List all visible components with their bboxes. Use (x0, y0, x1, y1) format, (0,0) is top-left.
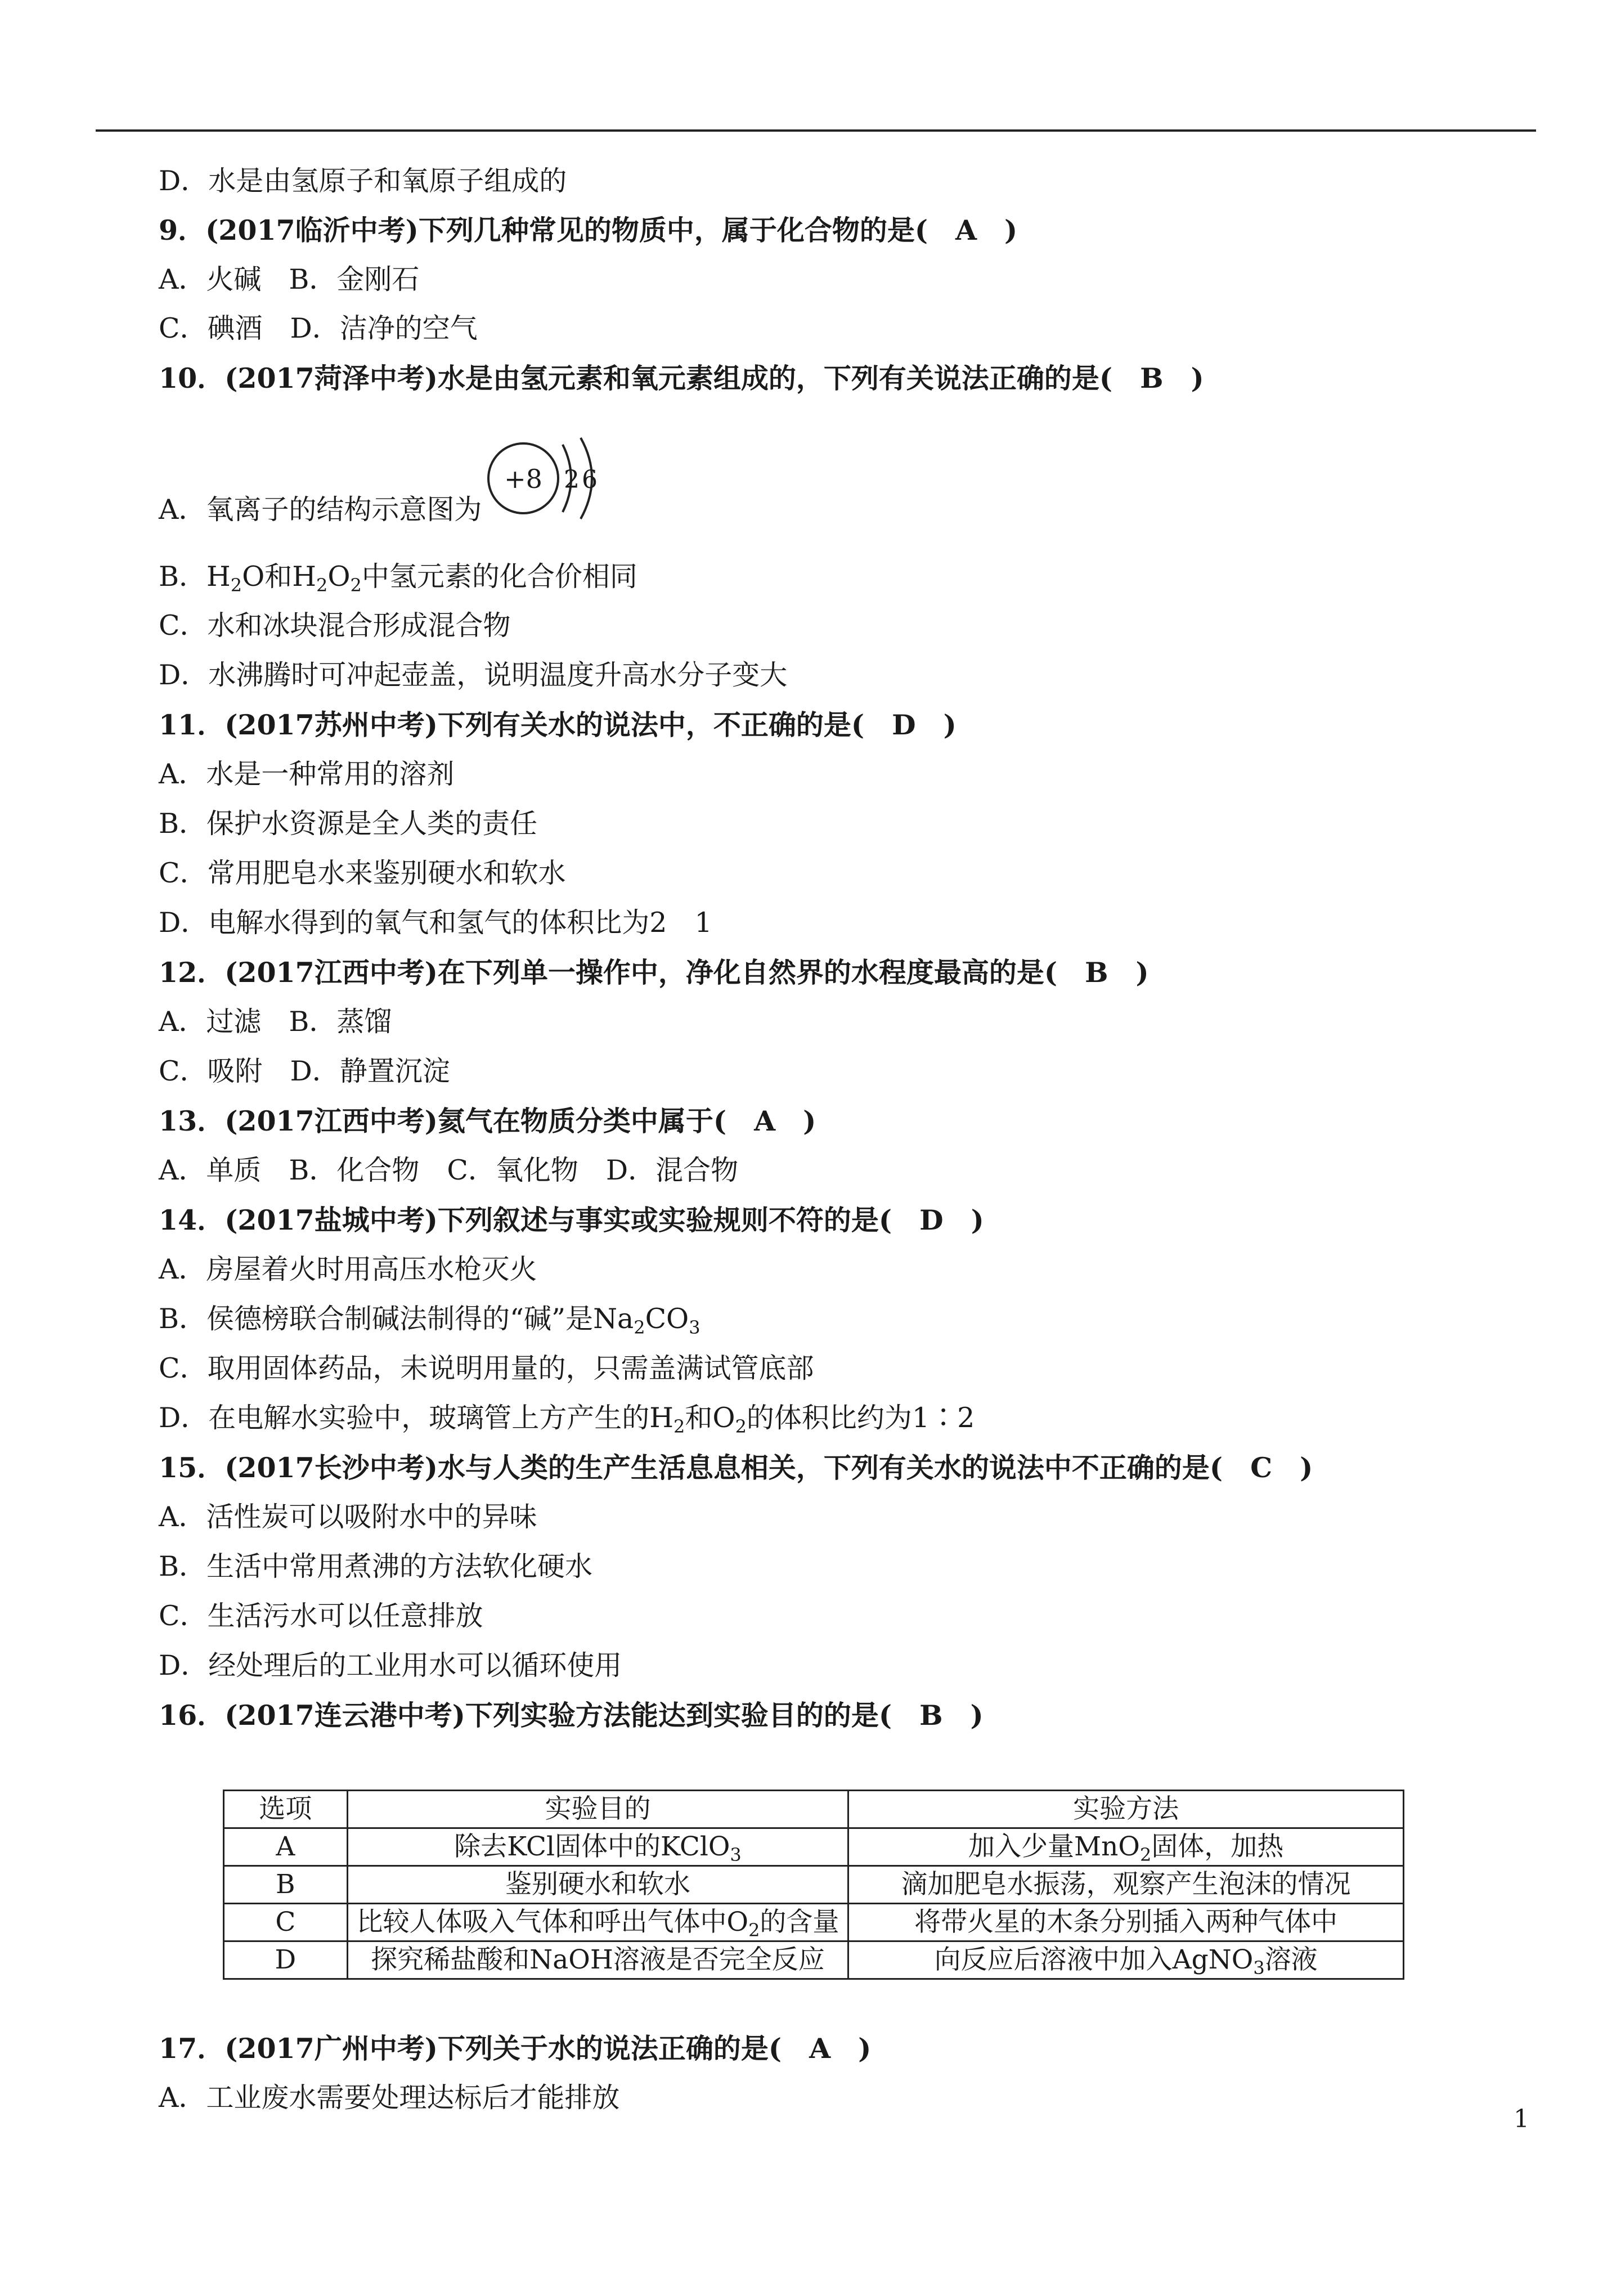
shell-1-electrons: 2 (564, 465, 580, 494)
table-row (224, 1828, 1404, 1866)
cell-option: A (224, 1828, 348, 1866)
option-line: D．电解水得到的氧气和氢气的体积比为2 1 (159, 907, 712, 939)
page-number: 1 (1514, 2105, 1529, 2133)
question-13: 13．(2017江西中考)氦气在物质分类中属于( A ) (159, 1105, 816, 1137)
table-row (224, 1941, 1404, 1979)
cell-method: 将带火星的木条分别插入两种气体中 (848, 1904, 1404, 1941)
question-15: 15．(2017长沙中考)水与人类的生产生活息息相关，下列有关水的说法中不正确的是( C ) (159, 1451, 1313, 1484)
shell-2-electrons: 6 (582, 465, 598, 494)
question-12: 12．(2017江西中考)在下列单一操作中，净化自然界的水程度最高的是( B ) (159, 956, 1149, 989)
cell-option: C (224, 1904, 348, 1941)
option-line: C．取用固体药品，未说明用量的，只需盖满试管底部 (159, 1352, 814, 1384)
option-line: D．水沸腾时可冲起壶盖，说明温度升高水分子变大 (159, 659, 788, 691)
option-line: A．水是一种常用的溶剂 (159, 758, 455, 790)
cell-option: B (224, 1866, 348, 1904)
question-11: 11．(2017苏州中考)下列有关水的说法中，不正确的是( D ) (159, 708, 957, 741)
option-line: D．在电解水实验中，玻璃管上方产生的$H_2$和$O_2$的体积比约为1∶2 (159, 1402, 975, 1437)
option-line: B．$H_2O$和$H_2O_2$中氢元素的化合价相同 (159, 560, 637, 596)
cell-goal: 比较人体吸入气体和呼出气体中$O_2$的含量 (347, 1904, 848, 1941)
option-line: B．侯德榜联合制碱法制得的“碱”是$Na_2CO_3$ (159, 1303, 701, 1338)
option-line: C．生活污水可以任意排放 (159, 1600, 483, 1632)
option-line: D．经处理后的工业用水可以循环使用 (159, 1649, 622, 1681)
option-line: A．房屋着火时用高压水枪灭火 (159, 1253, 537, 1285)
header-goal: 实验目的 (347, 1791, 848, 1828)
option-line: A．活性炭可以吸附水中的异味 (159, 1501, 537, 1533)
option-line: A．工业废水需要处理达标后才能排放 (159, 2082, 620, 2114)
header-rule (96, 129, 1536, 132)
option-line: C．常用肥皂水来鉴别硬水和软水 (159, 857, 566, 889)
option-line: C．水和冰块混合形成混合物 (159, 609, 511, 642)
option-line: A．单质 B．化合物 C．氧化物 D．混合物 (159, 1154, 739, 1186)
option-line: D．水是由氢原子和氧原子组成的 (159, 165, 567, 197)
cell-method: 加入少量MnO$_2$固体，加热 (848, 1828, 1404, 1866)
option-line: A．火碱 B．金刚石 (159, 263, 420, 295)
option-line: C．碘酒 D．洁净的空气 (159, 312, 478, 344)
option-line: B．生活中常用煮沸的方法软化硬水 (159, 1550, 593, 1582)
nucleus-charge: +8 (504, 464, 542, 494)
question-10: 10．(2017菏泽中考)水是由氢元素和氧元素组成的，下列有关说法正确的是( B ) (159, 362, 1204, 394)
oxygen-ion-structure-diagram (484, 428, 608, 529)
option-line: B．保护水资源是全人类的责任 (159, 808, 538, 840)
option-line: C．吸附 D．静置沉淀 (159, 1055, 450, 1087)
table-row (224, 1904, 1404, 1941)
question-9: 9．(2017临沂中考)下列几种常见的物质中，属于化合物的是( A ) (159, 214, 1018, 246)
cell-goal: 鉴别硬水和软水 (347, 1866, 848, 1904)
table-row (224, 1866, 1404, 1904)
cell-goal: 探究稀盐酸和NaOH溶液是否完全反应 (347, 1941, 848, 1979)
cell-option: D (224, 1941, 348, 1979)
cell-goal: 除去KCl固体中的KClO$_3$ (347, 1828, 848, 1866)
cell-method: 向反应后溶液中加入AgNO$_3$溶液 (848, 1941, 1404, 1979)
experiment-table (223, 1790, 1404, 1980)
header-option: 选项 (224, 1791, 348, 1828)
table-header-row (224, 1791, 1404, 1828)
option-line: A．过滤 B．蒸馏 (159, 1006, 392, 1038)
cell-method: 滴加肥皂水振荡，观察产生泡沫的情况 (848, 1866, 1404, 1904)
question-16: 16．(2017连云港中考)下列实验方法能达到实验目的的是( B ) (159, 1699, 984, 1732)
question-14: 14．(2017盐城中考)下列叙述与事实或实验规则不符的是( D ) (159, 1204, 984, 1236)
header-method: 实验方法 (848, 1791, 1404, 1828)
option-line: A．氧离子的结构示意图为 (159, 494, 482, 526)
question-17: 17．(2017广州中考)下列关于水的说法正确的是( A ) (159, 2032, 872, 2065)
